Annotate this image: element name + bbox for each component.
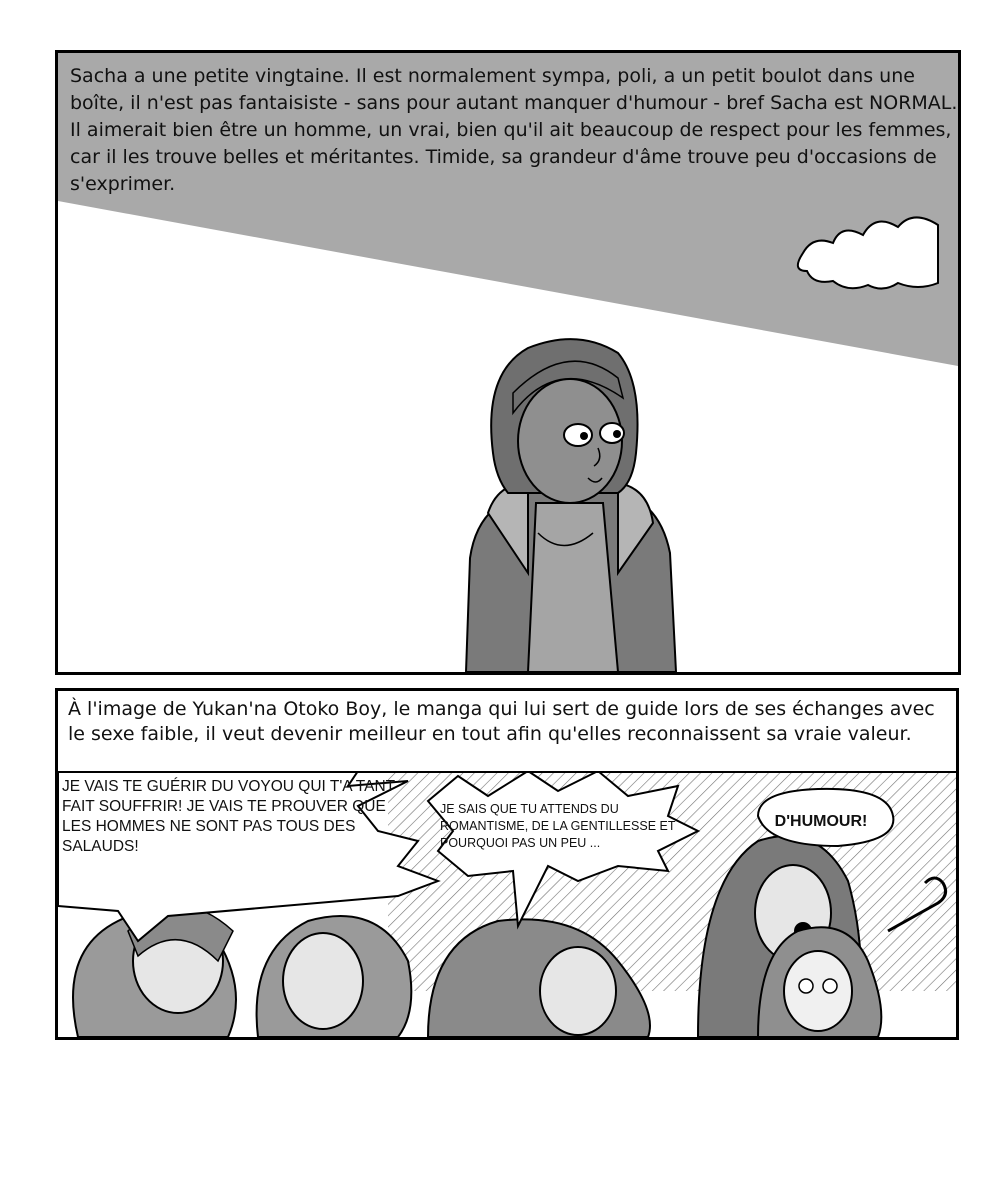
- speech-bubble-3-text: D'HUMOUR!: [774, 813, 868, 830]
- character-shirt: [528, 503, 618, 672]
- panel-1: [55, 50, 961, 675]
- panel-2-caption: À l'image de Yukan'na Otoko Boy, le manga qui lui sert de guide lors de ses échanges avec le sexe faible, il veut devenir meilleur en tout afin qu'elles reconnaissent sa vraie valeur.: [68, 698, 935, 745]
- panel-2: [55, 688, 959, 1040]
- speech-bubble-2-text: JE SAIS QUE TU ATTENDS DU ROMANTISME, DE LA GENTILLESSE ET POURQUOI PAS UN PEU ...: [440, 802, 676, 850]
- speech-bubble-1-text: JE VAIS TE GUÉRIR DU VOYOU QUI T'A TANT FAIT SOUFFRIR! JE VAIS TE PROUVER QUE LES HOMMES NE SONT PAS TOUS DES SALAUDS!: [62, 778, 395, 855]
- panel-1-caption: Sacha a une petite vingtaine. Il est normalement sympa, poli, a un petit boulot dans une boîte, il n'est pas fantaisiste - sans pour autant manquer d'humour - bref Sacha est NORMAL. Il aimerait bien être un homme, un vrai, bien qu'il ait beaucoup de respect pour les femmes, car il les trouve belles et méritantes. Timide, sa grandeur d'âme trouve peu d'occasions de s'exprimer.: [70, 65, 958, 195]
